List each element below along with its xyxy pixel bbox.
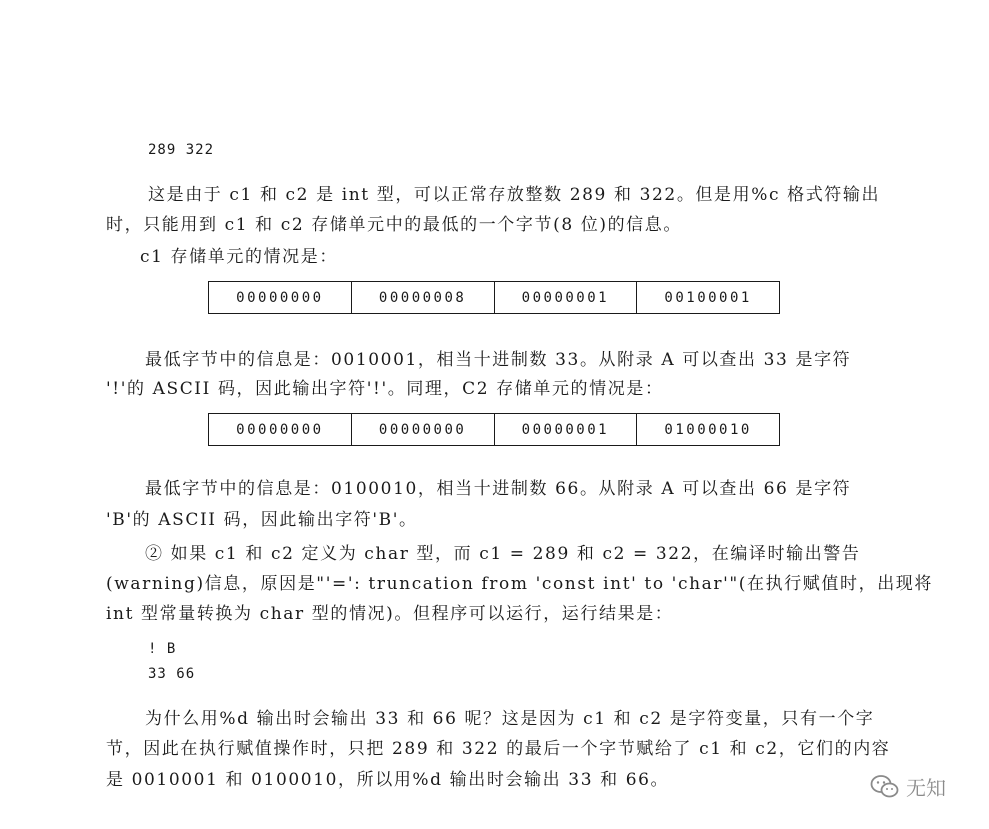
c1-byte-3: 00000001 [495, 282, 638, 313]
paragraph-1-line-2: 时，只能用到 c1 和 c2 存储单元中的最低的一个字节(8 位)的信息。 [106, 215, 682, 235]
paragraph-3-line-2: 'B'的 ASCII 码，因此输出字符'B'。 [106, 510, 418, 530]
c1-byte-4: 00100001 [664, 289, 752, 306]
paragraph-5-line-2: 节，因此在执行赋值操作时，只把 289 和 322 的最后一个字节赋给了 c1 和 c2，它们的内容 [106, 739, 891, 759]
paragraph-1-line-3: c1 存储单元的情况是： [140, 247, 338, 267]
c1-byte-1: 00000000 [209, 282, 352, 313]
wechat-icon [870, 774, 900, 800]
c1-memory-table [208, 281, 780, 314]
paragraph-4-line-1: ② 如果 c1 和 c2 定义为 char 型，而 c1 = 289 和 c2 = 322，在编译时输出警告 [145, 544, 861, 564]
paragraph-3-line-1: 最低字节中的信息是：0100010，相当十进制数 66。从附录 A 可以查出 66 是字符 [145, 479, 852, 499]
paragraph-2-line-2: '!'的 ASCII 码，因此输出字符'!'。同理，C2 存储单元的情况是： [106, 379, 664, 399]
paragraph-2-line-1: 最低字节中的信息是：0010001，相当十进制数 33。从附录 A 可以查出 33 是字符 [145, 350, 852, 370]
c2-byte-2: 00000000 [352, 414, 495, 445]
watermark-label: 无知 [906, 776, 946, 800]
program-output-2-line-2: 33 66 [148, 666, 196, 682]
c2-byte-4: 01000010 [664, 421, 752, 438]
c1-byte-2: 00000008 [352, 282, 495, 313]
paragraph-1-line-1: 这是由于 c1 和 c2 是 int 型，可以正常存放整数 289 和 322。但是用%c 格式符输出 [148, 185, 881, 205]
paragraph-5-line-1: 为什么用%d 输出时会输出 33 和 66 呢？这是因为 c1 和 c2 是字符变量，只有一个字 [145, 709, 875, 729]
c2-byte-1: 00000000 [209, 414, 352, 445]
paragraph-4-line-2: (warning)信息，原因是"'=': truncation from 'const int' to 'char'"(在执行赋值时，出现将 [106, 574, 934, 594]
c2-byte-3: 00000001 [495, 414, 638, 445]
watermark [870, 772, 946, 801]
paragraph-5-line-3: 是 0010001 和 0100010，所以用%d 输出时会输出 33 和 66。 [106, 770, 670, 790]
paragraph-4-line-3: int 型常量转换为 char 型的情况)。但程序可以运行，运行结果是： [106, 604, 674, 624]
program-output-2-line-1: ! B [148, 641, 177, 657]
program-output-1: 289 322 [148, 142, 215, 158]
c2-memory-table [208, 413, 780, 446]
